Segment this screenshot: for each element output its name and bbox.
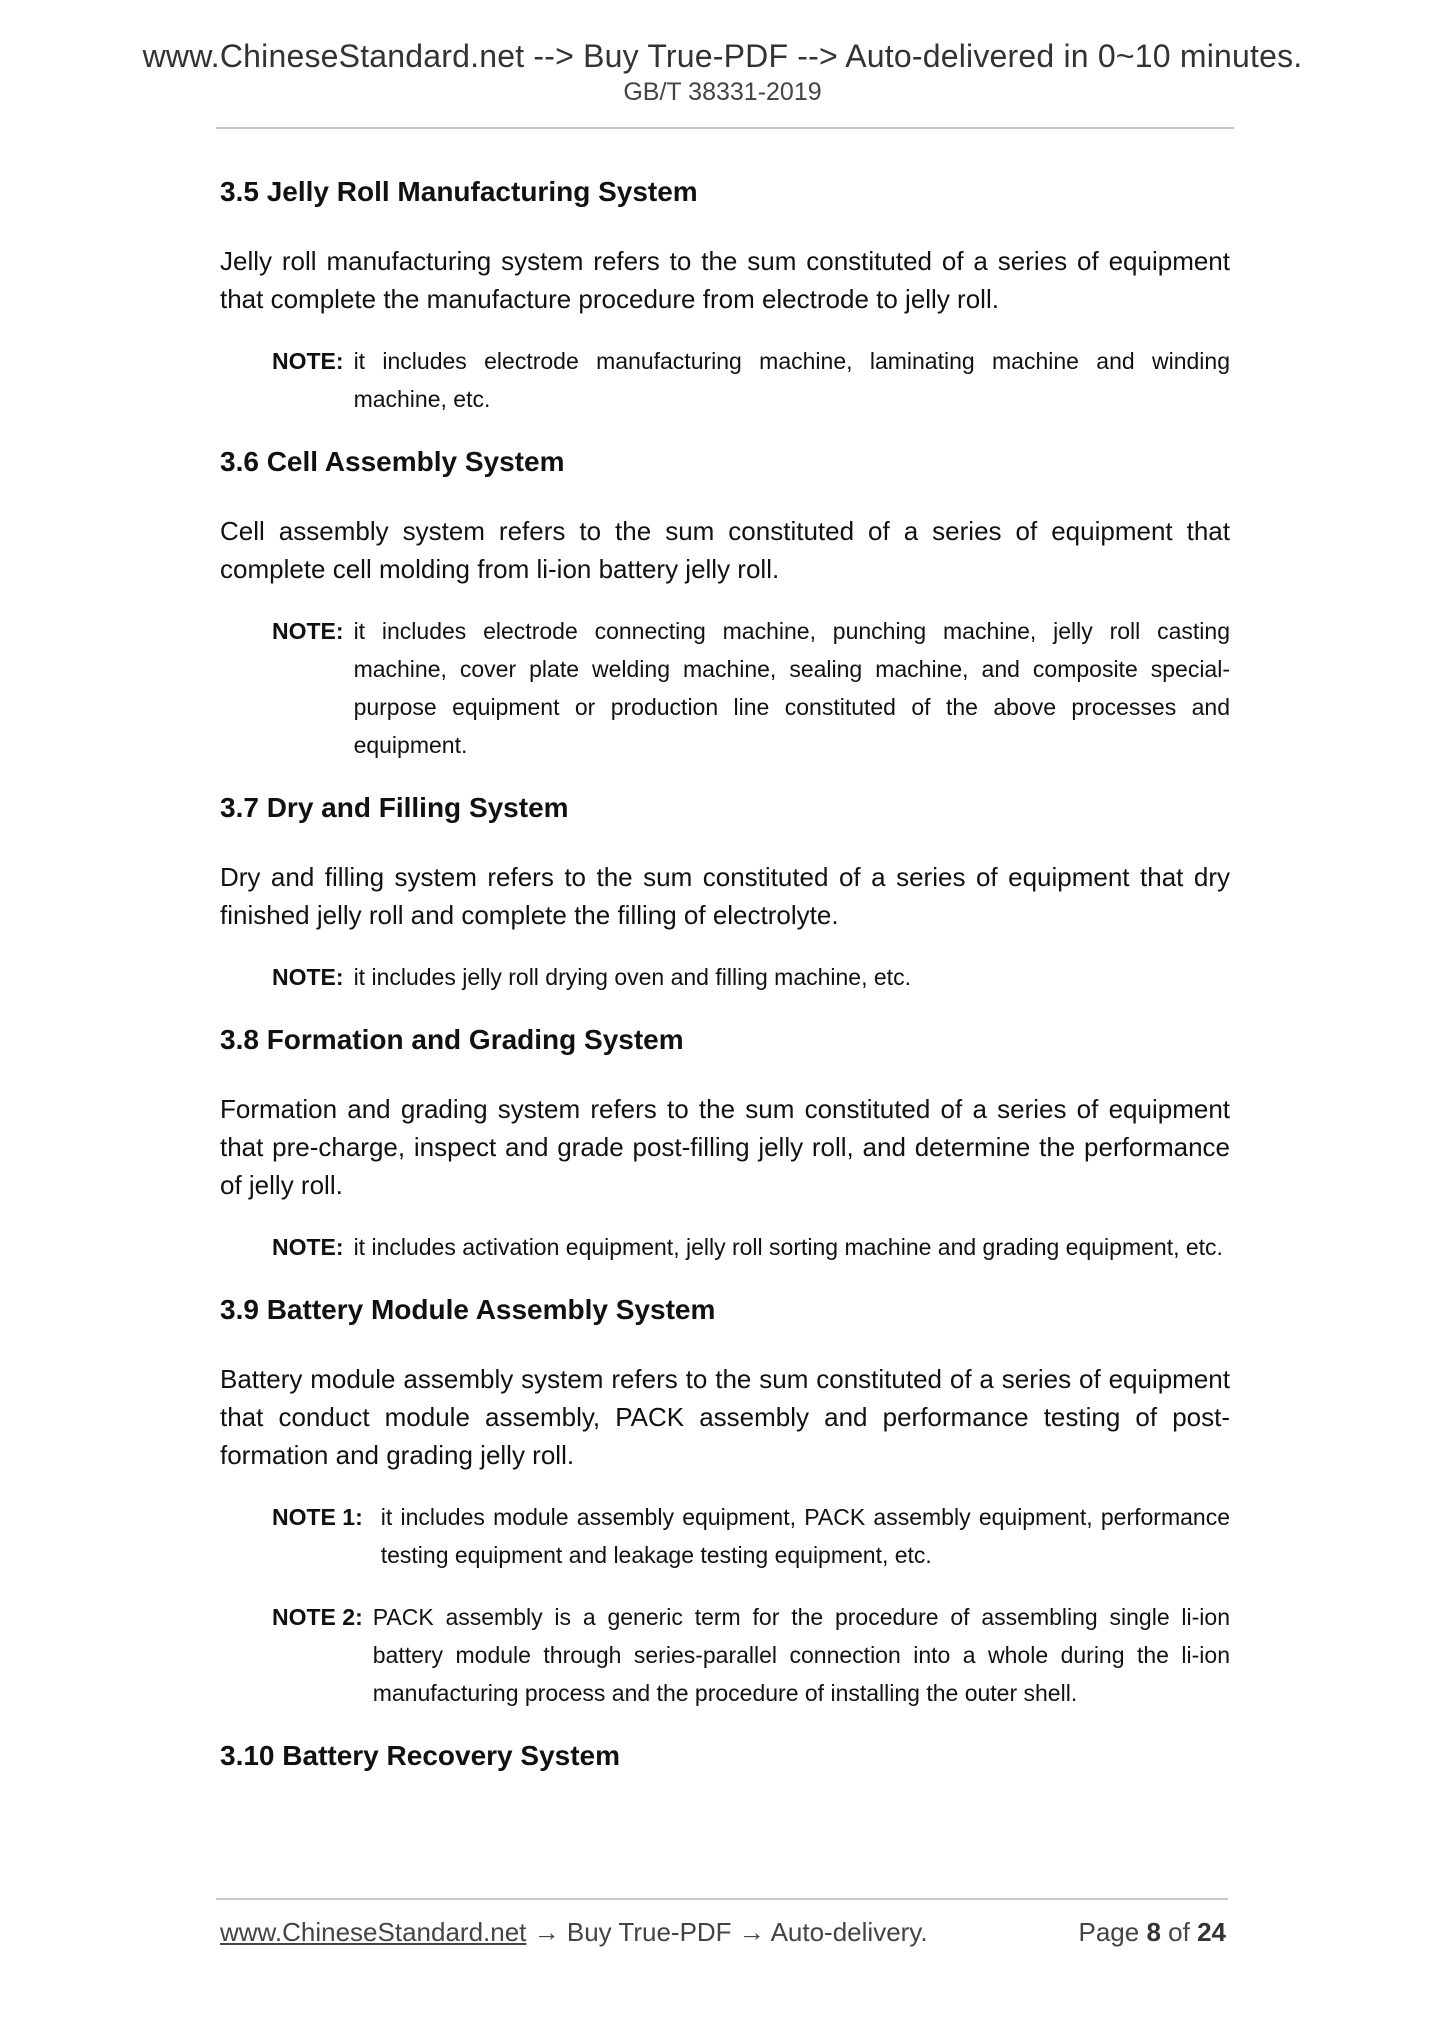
note (272, 1228, 1230, 1266)
note-label: NOTE: (272, 618, 344, 644)
section-3-9 (220, 1290, 1230, 1712)
section-heading: 3.10 Battery Recovery System (220, 1740, 621, 1771)
section-heading: 3.7 Dry and Filling System (220, 792, 569, 823)
note (272, 958, 1230, 996)
document-body (220, 172, 1230, 1806)
section-3-10 (220, 1736, 1230, 1776)
page-current: 8 (1146, 1917, 1161, 1947)
section-heading: 3.9 Battery Module Assembly System (220, 1294, 716, 1325)
section-heading: 3.5 Jelly Roll Manufacturing System (220, 176, 698, 207)
section-body: Formation and grading system refers to the sum constituted of a series of equipment that pre-charge, inspect and grade post-filling jelly roll, and determine the performance of jelly roll. (220, 1094, 1230, 1200)
section-body: Cell assembly system refers to the sum constituted of a series of equipment that complete cell molding from li-ion battery jelly roll. (220, 516, 1230, 584)
section-3-7 (220, 788, 1230, 996)
note (272, 612, 1230, 764)
section-body: Dry and filling system refers to the sum constituted of a series of equipment that dry finished jelly roll and complete the filling of electrolyte. (220, 862, 1230, 930)
section-heading: 3.8 Formation and Grading System (220, 1024, 684, 1055)
note-2 (272, 1598, 1230, 1712)
header-divider (216, 127, 1234, 129)
note-text: it includes activation equipment, jelly roll sorting machine and grading equipment, etc. (353, 1234, 1223, 1260)
note-text: it includes jelly roll drying oven and filling machine, etc. (353, 964, 911, 990)
section-3-5 (220, 172, 1230, 418)
footer-promo-text: → Buy True-PDF → Auto-delivery. (526, 1917, 928, 1947)
note-text: it includes module assembly equipment, PACK assembly equipment, performance testing equipment and leakage testing equipment, etc. (380, 1504, 1230, 1568)
section-heading: 3.6 Cell Assembly System (220, 446, 565, 477)
header-site-banner: www.ChineseStandard.net --> Buy True-PDF --> Auto-delivered in 0~10 minutes. (142, 38, 1303, 74)
note-label: NOTE: (272, 1234, 344, 1260)
of-word: of (1168, 1917, 1190, 1947)
note-1 (272, 1498, 1230, 1574)
header-standard-number: GB/T 38331-2019 (623, 78, 822, 106)
page-indicator (1078, 1917, 1226, 1948)
section-3-6 (220, 442, 1230, 764)
footer (220, 1917, 1226, 1948)
section-body: Jelly roll manufacturing system refers to the sum constituted of a series of equipment that complete the manufacture procedure from electrode to jelly roll. (220, 246, 1230, 314)
section-body: Battery module assembly system refers to the sum constituted of a series of equipment that conduct module assembly, PACK assembly and performance testing of post-formation and grading jelly roll. (220, 1364, 1230, 1470)
note (272, 342, 1230, 418)
section-3-8 (220, 1020, 1230, 1266)
note-label: NOTE 2: (272, 1604, 363, 1630)
note-text: PACK assembly is a generic term for the procedure of assembling single li-ion battery module through series-parallel connection into a whole during the li-ion manufacturing process and the procedure of installing the outer shell. (372, 1604, 1230, 1706)
note-label: NOTE 1: (272, 1504, 363, 1530)
footer-site-link[interactable]: www.ChineseStandard.net (220, 1917, 527, 1947)
page-word: Page (1078, 1917, 1140, 1947)
page-total: 24 (1197, 1917, 1226, 1947)
footer-divider (216, 1898, 1228, 1900)
note-text: it includes electrode manufacturing machine, laminating machine and winding machine, etc. (353, 348, 1230, 412)
note-label: NOTE: (272, 348, 344, 374)
note-label: NOTE: (272, 964, 344, 990)
note-text: it includes electrode connecting machine, punching machine, jelly roll casting machine, cover plate welding machine, sealing machine, and composite special-purpose equipment or production line constituted of the above processes and equipment. (353, 618, 1230, 758)
